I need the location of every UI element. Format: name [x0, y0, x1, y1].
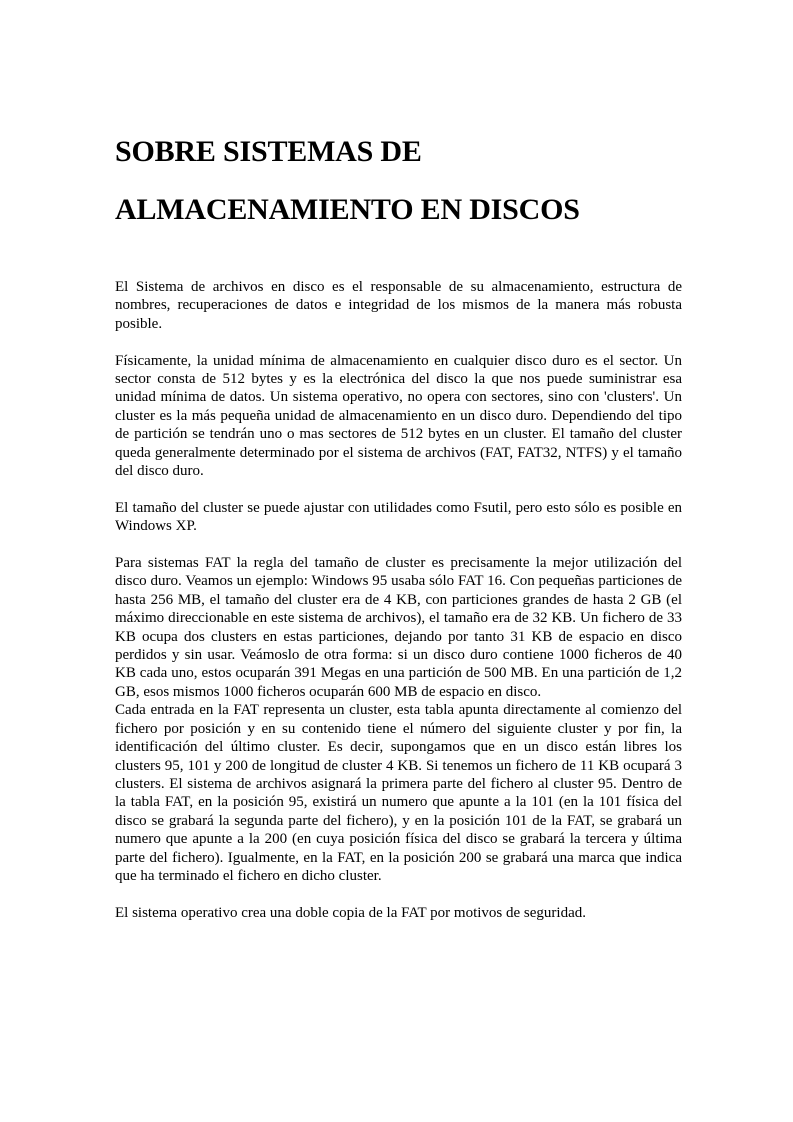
title-line-2: ALMACENAMIENTO EN DISCOS: [115, 193, 580, 226]
paragraph-2: Físicamente, la unidad mínima de almacenamiento en cualquier disco duro es el sector. Un sector consta de 512 bytes y es la electrónica del disco la que nos puede suministrar esa unidad mínima de datos. Un sistema operativo, no opera con sectores, sino con 'clusters'. Un cluster es la más pequeña unidad de almacenamiento en un disco duro. Dependiendo del tipo de partición se tendrán uno o mas sectores de 512 bytes en un cluster. El tamaño del cluster queda generalmente determinado por el sistema de archivos (FAT, FAT32, NTFS) y el tamaño del disco duro.: [115, 352, 682, 480]
paragraph-5: Cada entrada en la FAT representa un cluster, esta tabla apunta directamente al comienzo del fichero por posición y en su contenido tiene el número del siguiente cluster y por fin, la identificación del último cluster. Es decir, supongamos que en un disco están libres los clusters 95, 101 y 200 de longitud de cluster 4 KB. Si tenemos un fichero de 11 KB ocupará 3 clusters. El sistema de archivos asignará la primera parte del fichero al cluster 95. Dentro de la tabla FAT, en la posición 95, existirá un numero que apunte a la 101 (en la 101 física del disco se grabará la segunda parte del fichero), y en la posición 101 de la FAT, se grabará un numero que apunte a la 200 (en cuya posición física del disco se grabará la tercera y última parte del fichero). Igualmente, en la FAT, en la posición 200 se grabará una marca que indica que ha terminado el fichero en dicho cluster.: [115, 702, 682, 884]
document-body: [115, 278, 682, 941]
paragraph-3: El tamaño del cluster se puede ajustar con utilidades como Fsutil, pero esto sólo es posible en Windows XP.: [115, 499, 682, 535]
paragraph-4: Para sistemas FAT la regla del tamaño de cluster es precisamente la mejor utilización del disco duro. Veamos un ejemplo: Windows 95 usaba sólo FAT 16. Con pequeñas particiones de hasta 256 MB, el tamaño del cluster era de 4 KB, con particiones grandes de hasta 2 GB (el máximo direccionable en este sistema de archivos), el tamaño era de 32 KB. Un fichero de 33 KB ocupa dos clusters en estas particiones, dejando por tanto 31 KB de espacio en disco perdidos y sin usar. Veámoslo de otra forma: si un disco duro contiene 1000 ficheros de 40 KB cada uno, estos ocuparán 391 Megas en una partición de 500 MB. En una partición de 1,2 GB, esos mismos 1000 ficheros ocuparán 600 MB de espacio en disco.: [115, 555, 682, 700]
paragraph-1: El Sistema de archivos en disco es el responsable de su almacenamiento, estructura de nombres, recuperaciones de datos e integridad de los mismos de la manera más robusta posible.: [115, 279, 682, 332]
document-title: [115, 123, 695, 239]
title-line-1: SOBRE SISTEMAS DE: [115, 135, 422, 168]
paragraph-6: El sistema operativo crea una doble copia de la FAT por motivos de seguridad.: [115, 904, 586, 921]
